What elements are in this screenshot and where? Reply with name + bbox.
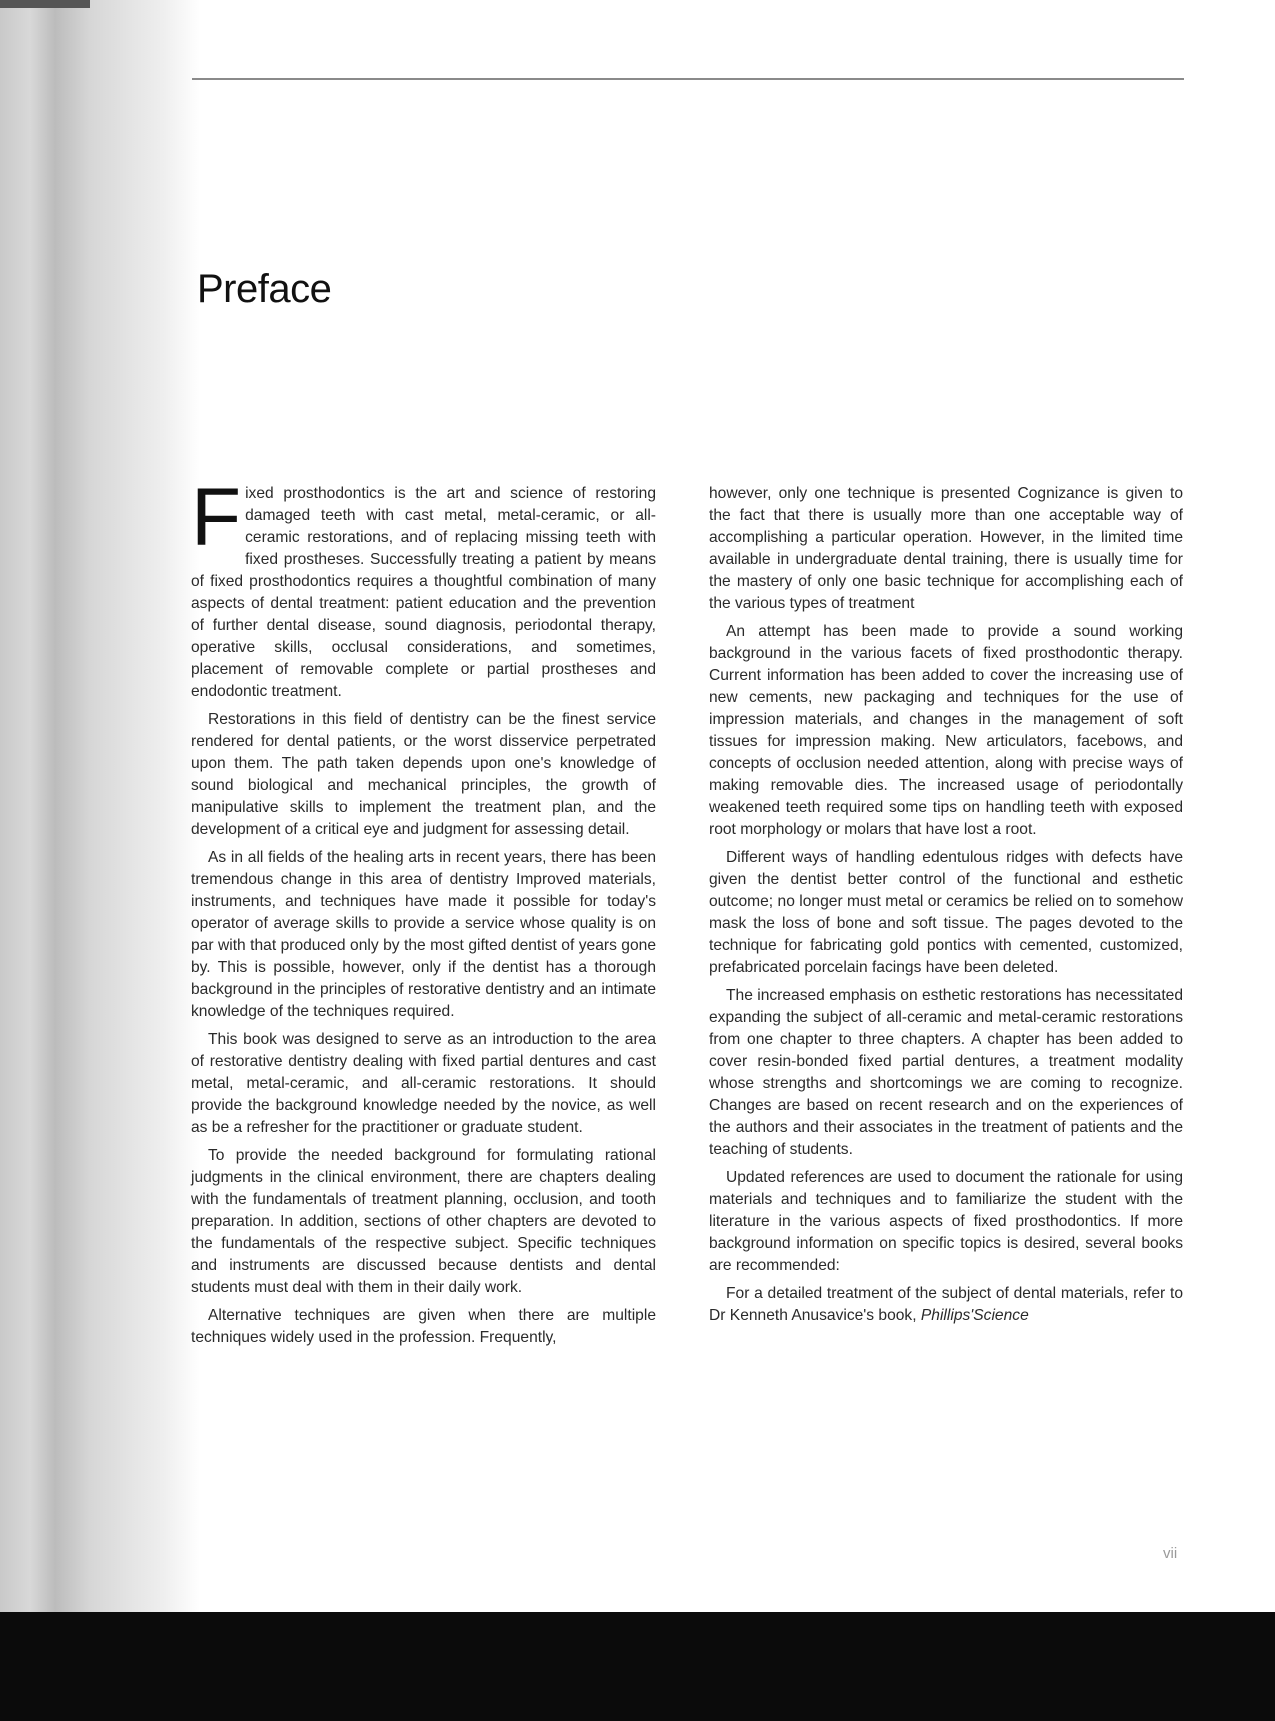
paragraph-3: As in all fields of the healing arts in recent years, there has been tremendous change in this area of dentistry Improved materials, instruments, and techniques have made it possible for today's operator of average skills to provide a service whose quality is on par with that produced only by the most gifted dentist of years gone by. This is possible, however, only if the dentist has a thorough background in the principles of restorative dentistry and an intimate knowledge of the techniques required.	[191, 849, 656, 1020]
paragraph-6: Alternative techniques are given when there are multiple techniques widely used in the profession. Frequently,	[191, 1307, 656, 1346]
book-title: Phillips'Science	[920, 1307, 1029, 1324]
paragraph-12-text: For a detailed treatment of the subject of dental materials, refer to Dr Kenneth Anusavice's book,	[709, 1285, 1183, 1324]
paragraph-1	[191, 472, 656, 703]
paragraph-5: To provide the needed background for formulating rational judgments in the clinical environment, there are chapters dealing with the fundamentals of treatment planning, occlusion, and tooth preparation. In addition, sections of other chapters are devoted to the fundamentals of the respective subject. Specific techniques and instruments are discussed because dentists and dental students must deal with them in their daily work.	[191, 1147, 656, 1296]
paragraph-2: Restorations in this field of dentistry can be the finest service rendered for dental patients, or the worst disservice perpetrated upon them. The path taken depends upon one's knowledge of sound biological and mechanical principles, the growth of manipulative skills to implement the treatment plan, and the development of a critical eye and judgment for assessing detail.	[191, 711, 656, 838]
drop-cap: F	[191, 472, 242, 563]
page-number: vii	[1163, 1545, 1178, 1562]
right-column	[709, 483, 1183, 1333]
paragraph-12	[709, 1283, 1183, 1327]
paragraph-9: Different ways of handling edentulous ridges with defects have given the dentist better control of the functional and esthetic outcome; no longer must metal or ceramics be relied on to somehow mask the loss of bone and soft tissue. The pages devoted to the technique for fabricating gold pontics with cemented, customized, prefabricated porcelain facings have been deleted.	[709, 849, 1183, 976]
header-rule	[192, 78, 1184, 80]
paragraph-11: Updated references are used to document the rationale for using materials and techniques and to familiarize the student with the literature in the various aspects of fixed prosthodontics. If more background information on specific topics is desired, several books are recommended:	[709, 1169, 1183, 1274]
scan-gutter-shadow	[0, 0, 200, 1721]
paragraph-8: An attempt has been made to provide a sound working background in the various facets of fixed prosthodontic therapy. Current information has been added to cover the increasing use of new cements, new packaging and techniques for the use of impression materials, and changes in the management of soft tissues for impression making. New articulators, facebows, and concepts of occlusion needed attention, along with precise ways of making removable dies. The increased usage of periodontally weakened teeth required some tips on handling teeth with exposed root morphology or molars that have lost a root.	[709, 623, 1183, 838]
scan-bottom-edge	[0, 1612, 1275, 1721]
paragraph-1-text: ixed prosthodontics is the art and science of restoring damaged teeth with cast metal, metal-ceramic, or all-ceramic restorations, and of replacing missing teeth with fixed prostheses. Successfully treating a patient by means of fixed prosthodontics requires a thoughtful combination of many aspects of dental treatment: patient education and the prevention of further dental disease, sound diagnosis, periodontal therapy, operative skills, occlusal considerations, and sometimes, placement of removable complete or partial prostheses and endodontic treatment.	[191, 485, 656, 700]
paragraph-10: The increased emphasis on esthetic restorations has necessitated expanding the subject of all-ceramic and metal-ceramic restorations from one chapter to three chapters. A chapter has been added to cover resin-bonded fixed partial dentures, a treatment modality whose strengths and shortcomings we are coming to recognize. Changes are based on recent research and on the experiences of the authors and their associates in the treatment of patients and the teaching of students.	[709, 987, 1183, 1158]
scan-edge-mark	[0, 0, 90, 8]
page-title: Preface	[197, 267, 332, 311]
paragraph-4: This book was designed to serve as an introduction to the area of restorative dentistry dealing with fixed partial dentures and cast metal, metal-ceramic, and all-ceramic restorations. It should provide the background knowledge needed by the novice, as well as be a refresher for the practitioner or graduate student.	[191, 1031, 656, 1136]
left-column	[191, 472, 656, 1355]
paragraph-7: however, only one technique is presented Cognizance is given to the fact that there is usually more than one acceptable way of accomplishing a particular operation. However, in the limited time available in undergraduate dental training, there is usually time for the mastery of only one basic technique for accomplishing each of the various types of treatment	[709, 485, 1183, 612]
